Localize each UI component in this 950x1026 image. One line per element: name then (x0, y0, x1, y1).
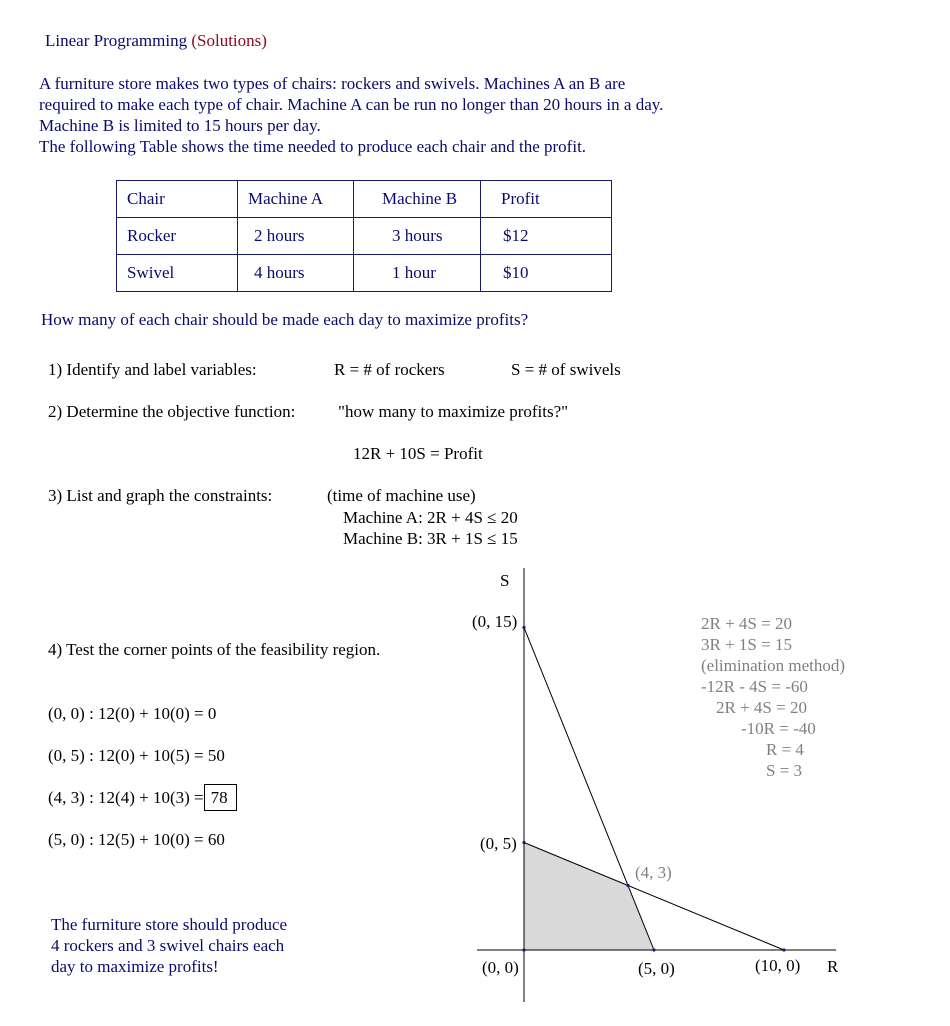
elimination-line: -10R = -40 (741, 719, 816, 738)
title-sub: (Solutions) (191, 31, 267, 50)
table-header: Machine B (354, 181, 481, 218)
graph-point (626, 884, 629, 887)
constraint-machine-a: Machine A: 2R + 4S ≤ 20 (343, 508, 518, 527)
conclusion-line: The furniture store should produce (51, 915, 288, 934)
s-axis-label: S (500, 571, 510, 590)
table-cell: Swivel (117, 255, 238, 292)
intro-line-1: A furniture store makes two types of chairs: rockers and swivels. Machines A an B are (39, 74, 626, 93)
step1-label: 1) Identify and label variables: (48, 360, 257, 379)
table-cell: 4 hours (238, 255, 354, 292)
table-cell: 1 hour (354, 255, 481, 292)
elimination-line: 2R + 4S = 20 (701, 614, 792, 633)
elimination-line: -12R - 4S = -60 (701, 677, 808, 696)
step1-var-r: R = # of rockers (334, 360, 445, 379)
elimination-line: (elimination method) (701, 656, 845, 675)
intro-line-2: required to make each type of chair. Machine A can be run no longer than 20 hours in a day. (39, 95, 664, 114)
intro-line-3: Machine B is limited to 15 hours per day. (39, 116, 321, 135)
point-label-0-5: (0, 5) (480, 834, 517, 853)
table-cell: $12 (481, 218, 612, 255)
conclusion-line: day to maximize profits! (51, 957, 219, 976)
graph-point (782, 948, 785, 951)
step2-label: 2) Determine the objective function: (48, 402, 296, 421)
point-label-5-0: (5, 0) (638, 959, 675, 978)
objective-function: 12R + 10S = Profit (353, 444, 483, 463)
table-cell: $10 (481, 255, 612, 292)
table-header: Profit (481, 181, 612, 218)
point-label-0-0: (0, 0) (482, 958, 519, 977)
max-profit-box: 78 (204, 784, 237, 811)
step3-note: (time of machine use) (327, 486, 476, 505)
feasible-region (524, 843, 654, 951)
intro-line-4: The following Table shows the time needed to produce each chair and the profit. (39, 137, 587, 156)
graph-point (522, 626, 525, 629)
step1-var-s: S = # of swivels (511, 360, 621, 379)
corner-test-row: (5, 0) : 12(5) + 10(0) = 60 (48, 830, 225, 849)
table-cell: Rocker (117, 218, 238, 255)
point-label-4-3: (4, 3) (635, 863, 672, 882)
step3-label: 3) List and graph the constraints: (48, 486, 273, 505)
graph-point (522, 841, 525, 844)
table-cell: 2 hours (238, 218, 354, 255)
corner-test-expr: (4, 3) : 12(4) + 10(3) = (48, 788, 204, 807)
graph-point (652, 948, 655, 951)
r-axis-label: R (827, 957, 839, 976)
question: How many of each chair should be made each day to maximize profits? (41, 310, 529, 329)
point-label-0-15: (0, 15) (472, 612, 518, 631)
elimination-line: S = 3 (766, 761, 803, 780)
table-header: Machine A (238, 181, 354, 218)
elimination-line: 3R + 1S = 15 (701, 635, 792, 654)
table-cell: 3 hours (354, 218, 481, 255)
corner-test-row: (0, 0) : 12(0) + 10(0) = 0 (48, 704, 217, 723)
step2-quote: "how many to maximize profits?" (338, 402, 569, 421)
conclusion-line: 4 rockers and 3 swivel chairs each (51, 936, 285, 955)
table-header: Chair (117, 181, 238, 218)
step4-label: 4) Test the corner points of the feasibility region. (48, 640, 381, 659)
corner-test-row: (0, 5) : 12(0) + 10(5) = 50 (48, 746, 225, 765)
elimination-line: 2R + 4S = 20 (716, 698, 807, 717)
graph-point (522, 948, 525, 951)
title-main: Linear Programming (45, 31, 188, 50)
constraint-machine-b: Machine B: 3R + 1S ≤ 15 (343, 529, 518, 548)
point-label-10-0: (10, 0) (755, 956, 801, 975)
elimination-line: R = 4 (766, 740, 804, 759)
